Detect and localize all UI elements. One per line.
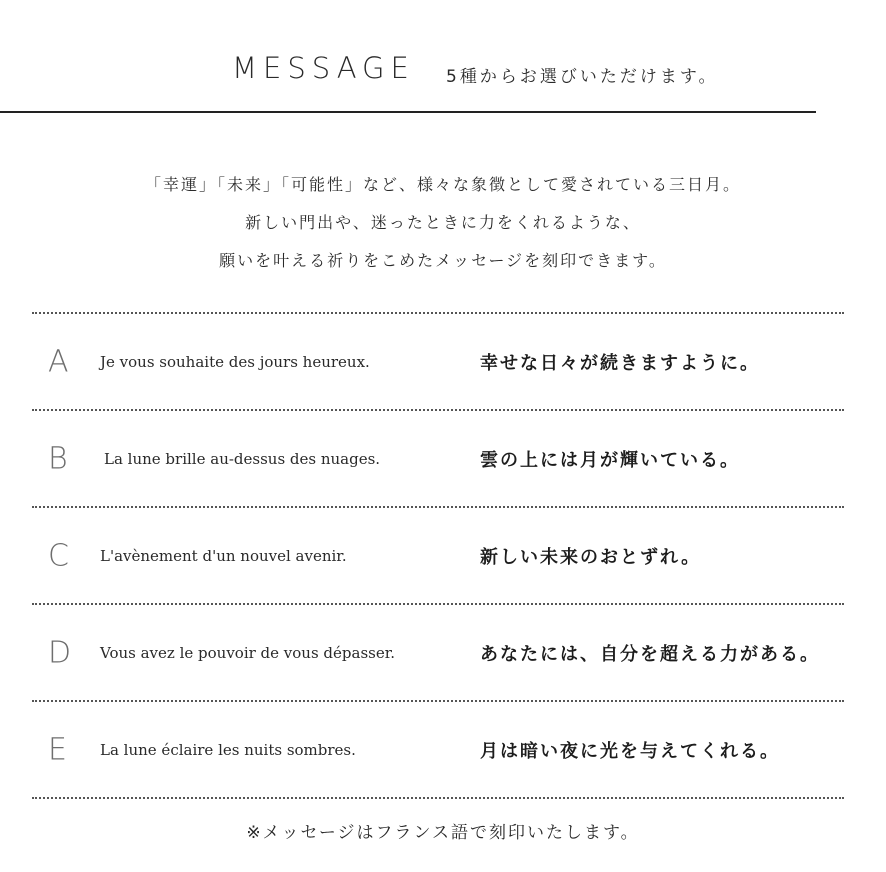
page-subtitle: 5種からお選びいただけます。 (446, 67, 719, 87)
header-divider (0, 111, 816, 113)
message-letter: D (48, 635, 72, 670)
message-row-c (32, 508, 844, 605)
message-row-a (32, 314, 844, 411)
message-letter: A (48, 344, 69, 379)
message-japanese: 月は暗い夜に光を与えてくれる。 (480, 740, 780, 762)
message-letter: B (48, 441, 68, 476)
message-japanese: 新しい未来のおとずれ。 (480, 546, 702, 568)
page-title: MESSAGE (232, 51, 415, 85)
message-list (32, 312, 844, 799)
intro-line: 新しい門出や、迷ったときに力をくれるような、 (245, 213, 641, 232)
message-french: L'avènement d'un nouvel avenir. (100, 546, 347, 565)
message-french: Je vous souhaite des jours heureux. (100, 352, 370, 371)
message-letter: C (48, 538, 69, 573)
footnote: ※メッセージはフランス語で刻印いたします。 (246, 823, 640, 843)
page-header (0, 44, 886, 94)
intro-line: 「幸運」「未来」「可能性」など、様々な象徴として愛されている三日月。 (144, 175, 741, 194)
message-japanese: 雲の上には月が輝いている。 (480, 449, 740, 471)
message-french: Vous avez le pouvoir de vous dépasser. (100, 643, 396, 662)
message-letter: E (48, 732, 67, 767)
message-row-e (32, 702, 844, 799)
intro-text (0, 166, 886, 280)
message-japanese: 幸せな日々が続きますように。 (480, 352, 760, 374)
message-japanese: あなたには、自分を超える力がある。 (480, 643, 820, 665)
message-row-d (32, 605, 844, 702)
intro-line: 願いを叶える祈りをこめたメッセージを刻印できます。 (219, 251, 667, 270)
message-row-b (32, 411, 844, 508)
message-french: La lune brille au-dessus des nuages. (104, 449, 381, 468)
message-french: La lune éclaire les nuits sombres. (100, 740, 356, 759)
